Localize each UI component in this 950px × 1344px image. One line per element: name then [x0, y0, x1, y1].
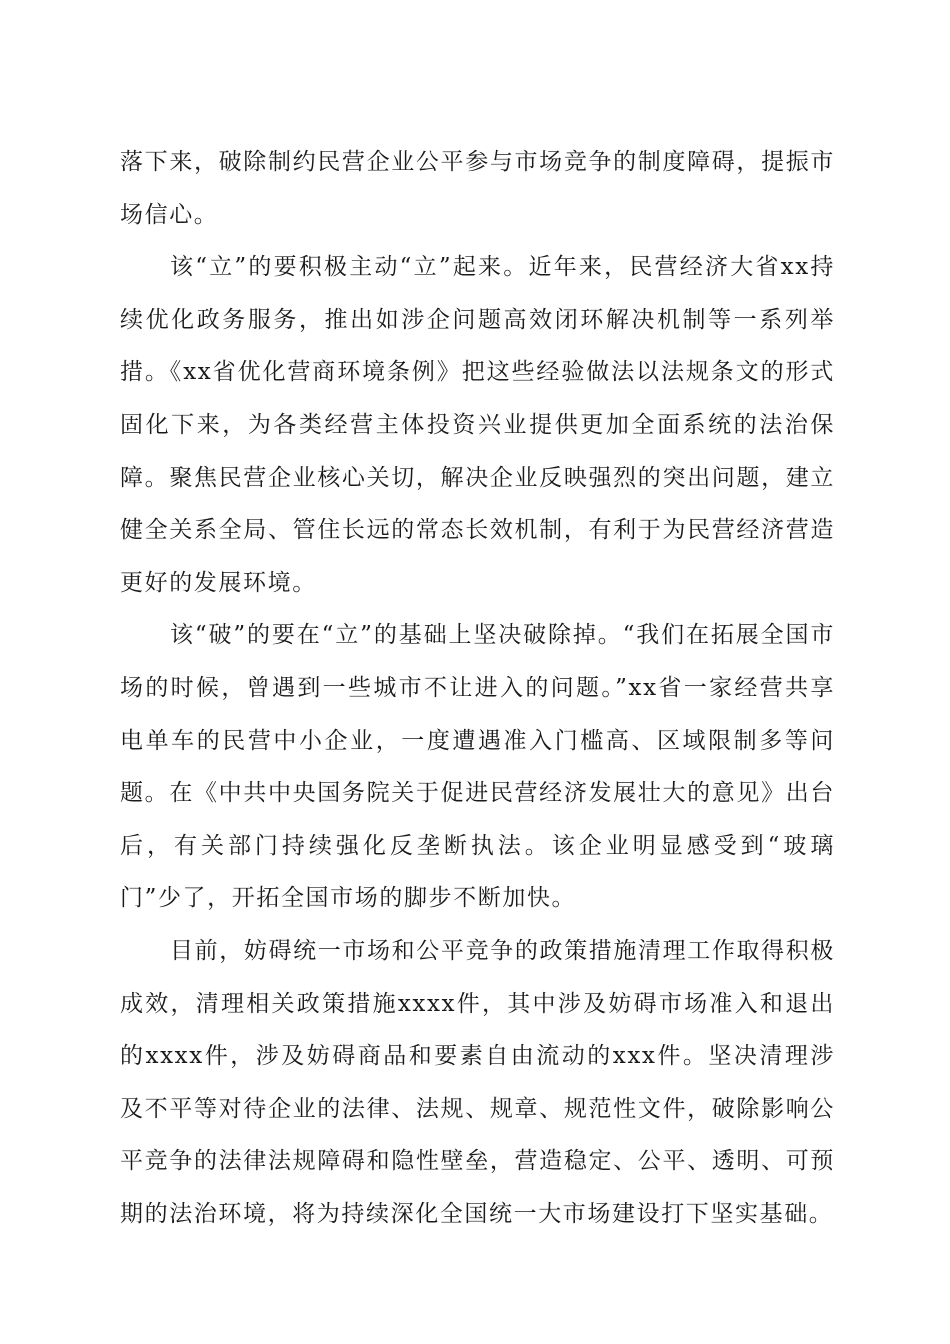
paragraph-establish: 该“立”的要积极主动“立”起来。近年来，民营经济大省xx持续优化政务服务，推出如涉企问题高效闭环解决机制等一系列举措。《xx省优化营商环境条例》把这些经验做法以法规条文的形式固化下来，为各类经营主体投资兴业提供更加全面系统的法治保障。聚焦民营企业核心关切，解决企业反映强烈的突出问题，建立健全关系全局、管住长远的常态长效机制，有利于为民营经济营造更好的发展环境。 [120, 254, 835, 596]
paragraph-continuation: 落下来，破除制约民营企业公平参与市场竞争的制度障碍，提振市场信心。 [120, 149, 835, 228]
document-body [120, 136, 835, 1240]
paragraph-current-status: 目前，妨碍统一市场和公平竞争的政策措施清理工作取得积极成效，清理相关政策措施xxxx件，其中涉及妨碍市场准入和退出的xxxx件，涉及妨碍商品和要素自由流动的xxx件。坚决清理涉及不平等对待企业的法律、法规、规章、规范性文件，破除影响公平竞争的法律法规障碍和隐性壁垒，营造稳定、公平、透明、可预期的法治环境，将为持续深化全国统一大市场建设打下坚实基础。 [120, 937, 835, 1227]
paragraph-break: 该“破”的要在“立”的基础上坚决破除掉。“我们在拓展全国市场的时候，曾遇到一些城市不让进入的问题。”xx省一家经营共享电单车的民营中小企业，一度遭遇准入门槛高、区域限制多等问题。在《中共中央国务院关于促进民营经济发展壮大的意见》出台后，有关部门持续强化反垄断执法。该企业明显感受到“玻璃门”少了，开拓全国市场的脚步不断加快。 [120, 622, 835, 912]
